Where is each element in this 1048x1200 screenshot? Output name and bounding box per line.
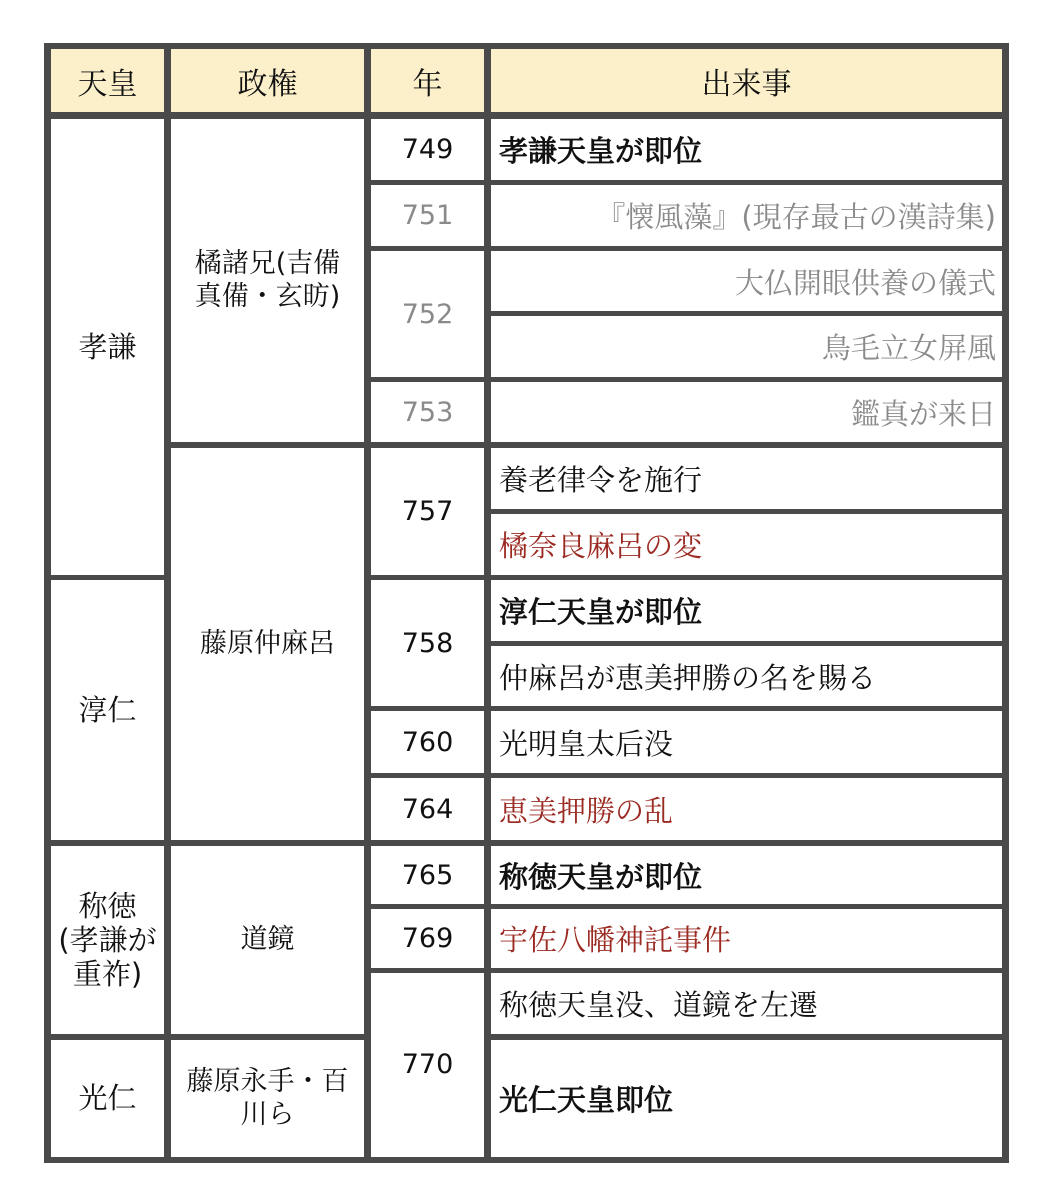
emperor-cell-junnin — [51, 580, 164, 840]
event-cell: 光明皇太后没 — [491, 711, 1002, 773]
regime-cell-tachibana — [171, 119, 364, 442]
event-cell: 淳仁天皇が即位 — [491, 580, 1002, 641]
year-cell: 752 — [371, 251, 484, 377]
year-cell: 749 — [371, 119, 484, 180]
regime-name: 藤原永手・百 川ら — [186, 1066, 349, 1130]
event-cell: 恵美押勝の乱 — [491, 778, 1002, 840]
event-cell: 称徳天皇が即位 — [491, 846, 1002, 904]
event-cell: 称徳天皇没、道鏡を左遷 — [491, 973, 1002, 1034]
emperor-cell-koken — [51, 119, 164, 575]
emperor-cell-konin — [51, 1040, 164, 1157]
regime-cell-nagate — [171, 1040, 364, 1157]
event-cell: 鳥毛立女屏風 — [491, 316, 1002, 377]
year-cell: 769 — [371, 909, 484, 968]
year-cell: 751 — [371, 185, 484, 246]
header-regime: 政権 — [171, 49, 364, 112]
header-year: 年 — [371, 49, 484, 112]
regime-name: 橘諸兄(吉備 真備・玄昉) — [194, 248, 341, 312]
year-cell: 765 — [371, 846, 484, 904]
header-events: 出来事 — [491, 49, 1002, 112]
regime-name: 藤原仲麻呂 — [200, 627, 335, 659]
regime-cell-nakamaro — [171, 448, 364, 840]
event-cell: 『懐風藻』(現存最古の漢詩集) — [491, 185, 1002, 246]
timeline-table — [44, 43, 1009, 1163]
emperor-name: 光仁 — [78, 1081, 137, 1116]
year-cell: 760 — [371, 711, 484, 773]
emperor-cell-shotoku — [51, 846, 164, 1034]
event-cell: 孝謙天皇が即位 — [491, 119, 1002, 180]
regime-name: 道鏡 — [240, 923, 295, 955]
header-emperor: 天皇 — [51, 49, 164, 112]
emperor-name: 孝謙 — [78, 329, 137, 364]
emperor-name: 称徳 (孝謙が 重祚) — [58, 888, 157, 992]
year-cell: 758 — [371, 580, 484, 706]
year-cell: 770 — [371, 973, 484, 1157]
event-cell: 大仏開眼供養の儀式 — [491, 251, 1002, 311]
event-cell: 鑑真が来日 — [491, 382, 1002, 442]
event-cell: 養老律令を施行 — [491, 448, 1002, 509]
event-cell: 橘奈良麻呂の変 — [491, 514, 1002, 575]
year-cell: 757 — [371, 448, 484, 575]
regime-cell-dokyo — [171, 846, 364, 1034]
year-cell: 764 — [371, 778, 484, 840]
event-cell: 仲麻呂が恵美押勝の名を賜る — [491, 646, 1002, 706]
event-cell: 宇佐八幡神託事件 — [491, 909, 1002, 968]
event-cell: 光仁天皇即位 — [491, 1040, 1002, 1157]
year-cell: 753 — [371, 382, 484, 442]
emperor-name: 淳仁 — [78, 692, 137, 727]
